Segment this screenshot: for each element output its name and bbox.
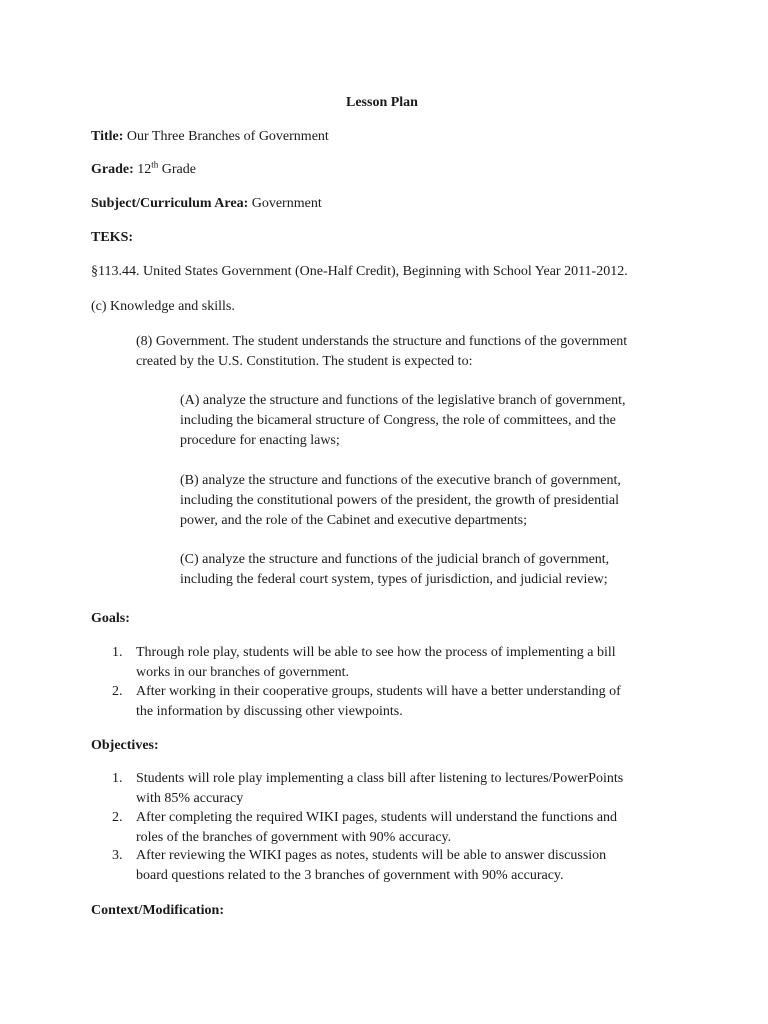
objective-line: Students will role play implementing a class bill after listening to lectures/PowerPoints xyxy=(136,771,624,786)
objective-line: with 85% accuracy xyxy=(136,791,244,806)
title-label: Title: xyxy=(91,129,124,144)
teks-section: §113.44. United States Government (One-Half Credit), Beginning with School Year 2011-2012. xyxy=(91,264,628,279)
teks-8-line: created by the U.S. Constitution. The student is expected to: xyxy=(136,354,473,369)
teks-b-line: including the constitutional powers of the president, the growth of presidential xyxy=(180,493,619,508)
grade-word: Grade xyxy=(161,162,196,177)
subject-value: Government xyxy=(251,196,322,211)
context-label: Context/Modification: xyxy=(91,903,224,918)
objective-number: 3. xyxy=(112,848,123,863)
goals-label: Goals: xyxy=(91,611,130,626)
goal-line: the information by discussing other viewpoints. xyxy=(136,704,403,719)
objective-number: 1. xyxy=(112,771,123,786)
title-line xyxy=(91,128,329,146)
teks-b-line: power, and the role of the Cabinet and executive departments; xyxy=(180,513,527,528)
objective-number: 2. xyxy=(112,810,123,825)
teks-8-line: (8) Government. The student understands the structure and functions of the government xyxy=(136,334,628,349)
grade-label: Grade: xyxy=(91,162,134,177)
teks-b-line: (B) analyze the structure and functions of the executive branch of government, xyxy=(180,473,621,488)
objective-line: board questions related to the 3 branches of government with 90% accuracy. xyxy=(136,868,564,883)
goal-number: 1. xyxy=(112,645,123,660)
teks-c-line: (C) analyze the structure and functions of the judicial branch of government, xyxy=(180,552,610,567)
doc-heading: Lesson Plan xyxy=(346,95,418,110)
goal-line: Through role play, students will be able to see how the process of implementing a bill xyxy=(136,645,616,660)
goal-number: 2. xyxy=(112,684,123,699)
teks-c: (c) Knowledge and skills. xyxy=(91,299,235,314)
teks-c-line: including the federal court system, types of jurisdiction, and judicial review; xyxy=(180,572,608,587)
teks-label: TEKS: xyxy=(91,230,134,245)
objective-line: After reviewing the WIKI pages as notes, students will be able to answer discussion xyxy=(136,848,607,863)
grade-line xyxy=(91,161,196,179)
objective-line: After completing the required WIKI pages, students will understand the functions and xyxy=(136,810,618,825)
grade-suffix: th xyxy=(151,159,159,170)
objective-line: roles of the branches of government with 90% accuracy. xyxy=(136,830,452,845)
goal-line: After working in their cooperative groups, students will have a better understanding of xyxy=(136,684,621,699)
teks-a-line: including the bicameral structure of Congress, the role of committees, and the xyxy=(180,413,616,428)
objectives-label: Objectives: xyxy=(91,738,159,753)
title-value: Our Three Branches of Government xyxy=(126,129,329,144)
teks-a-line: procedure for enacting laws; xyxy=(180,433,340,448)
teks-a-line: (A) analyze the structure and functions of the legislative branch of government, xyxy=(180,393,626,408)
subject-line xyxy=(91,195,322,213)
grade-number: 12 xyxy=(137,162,152,177)
goal-line: works in our branches of government. xyxy=(136,665,350,680)
subject-label: Subject/Curriculum Area: xyxy=(91,196,249,211)
